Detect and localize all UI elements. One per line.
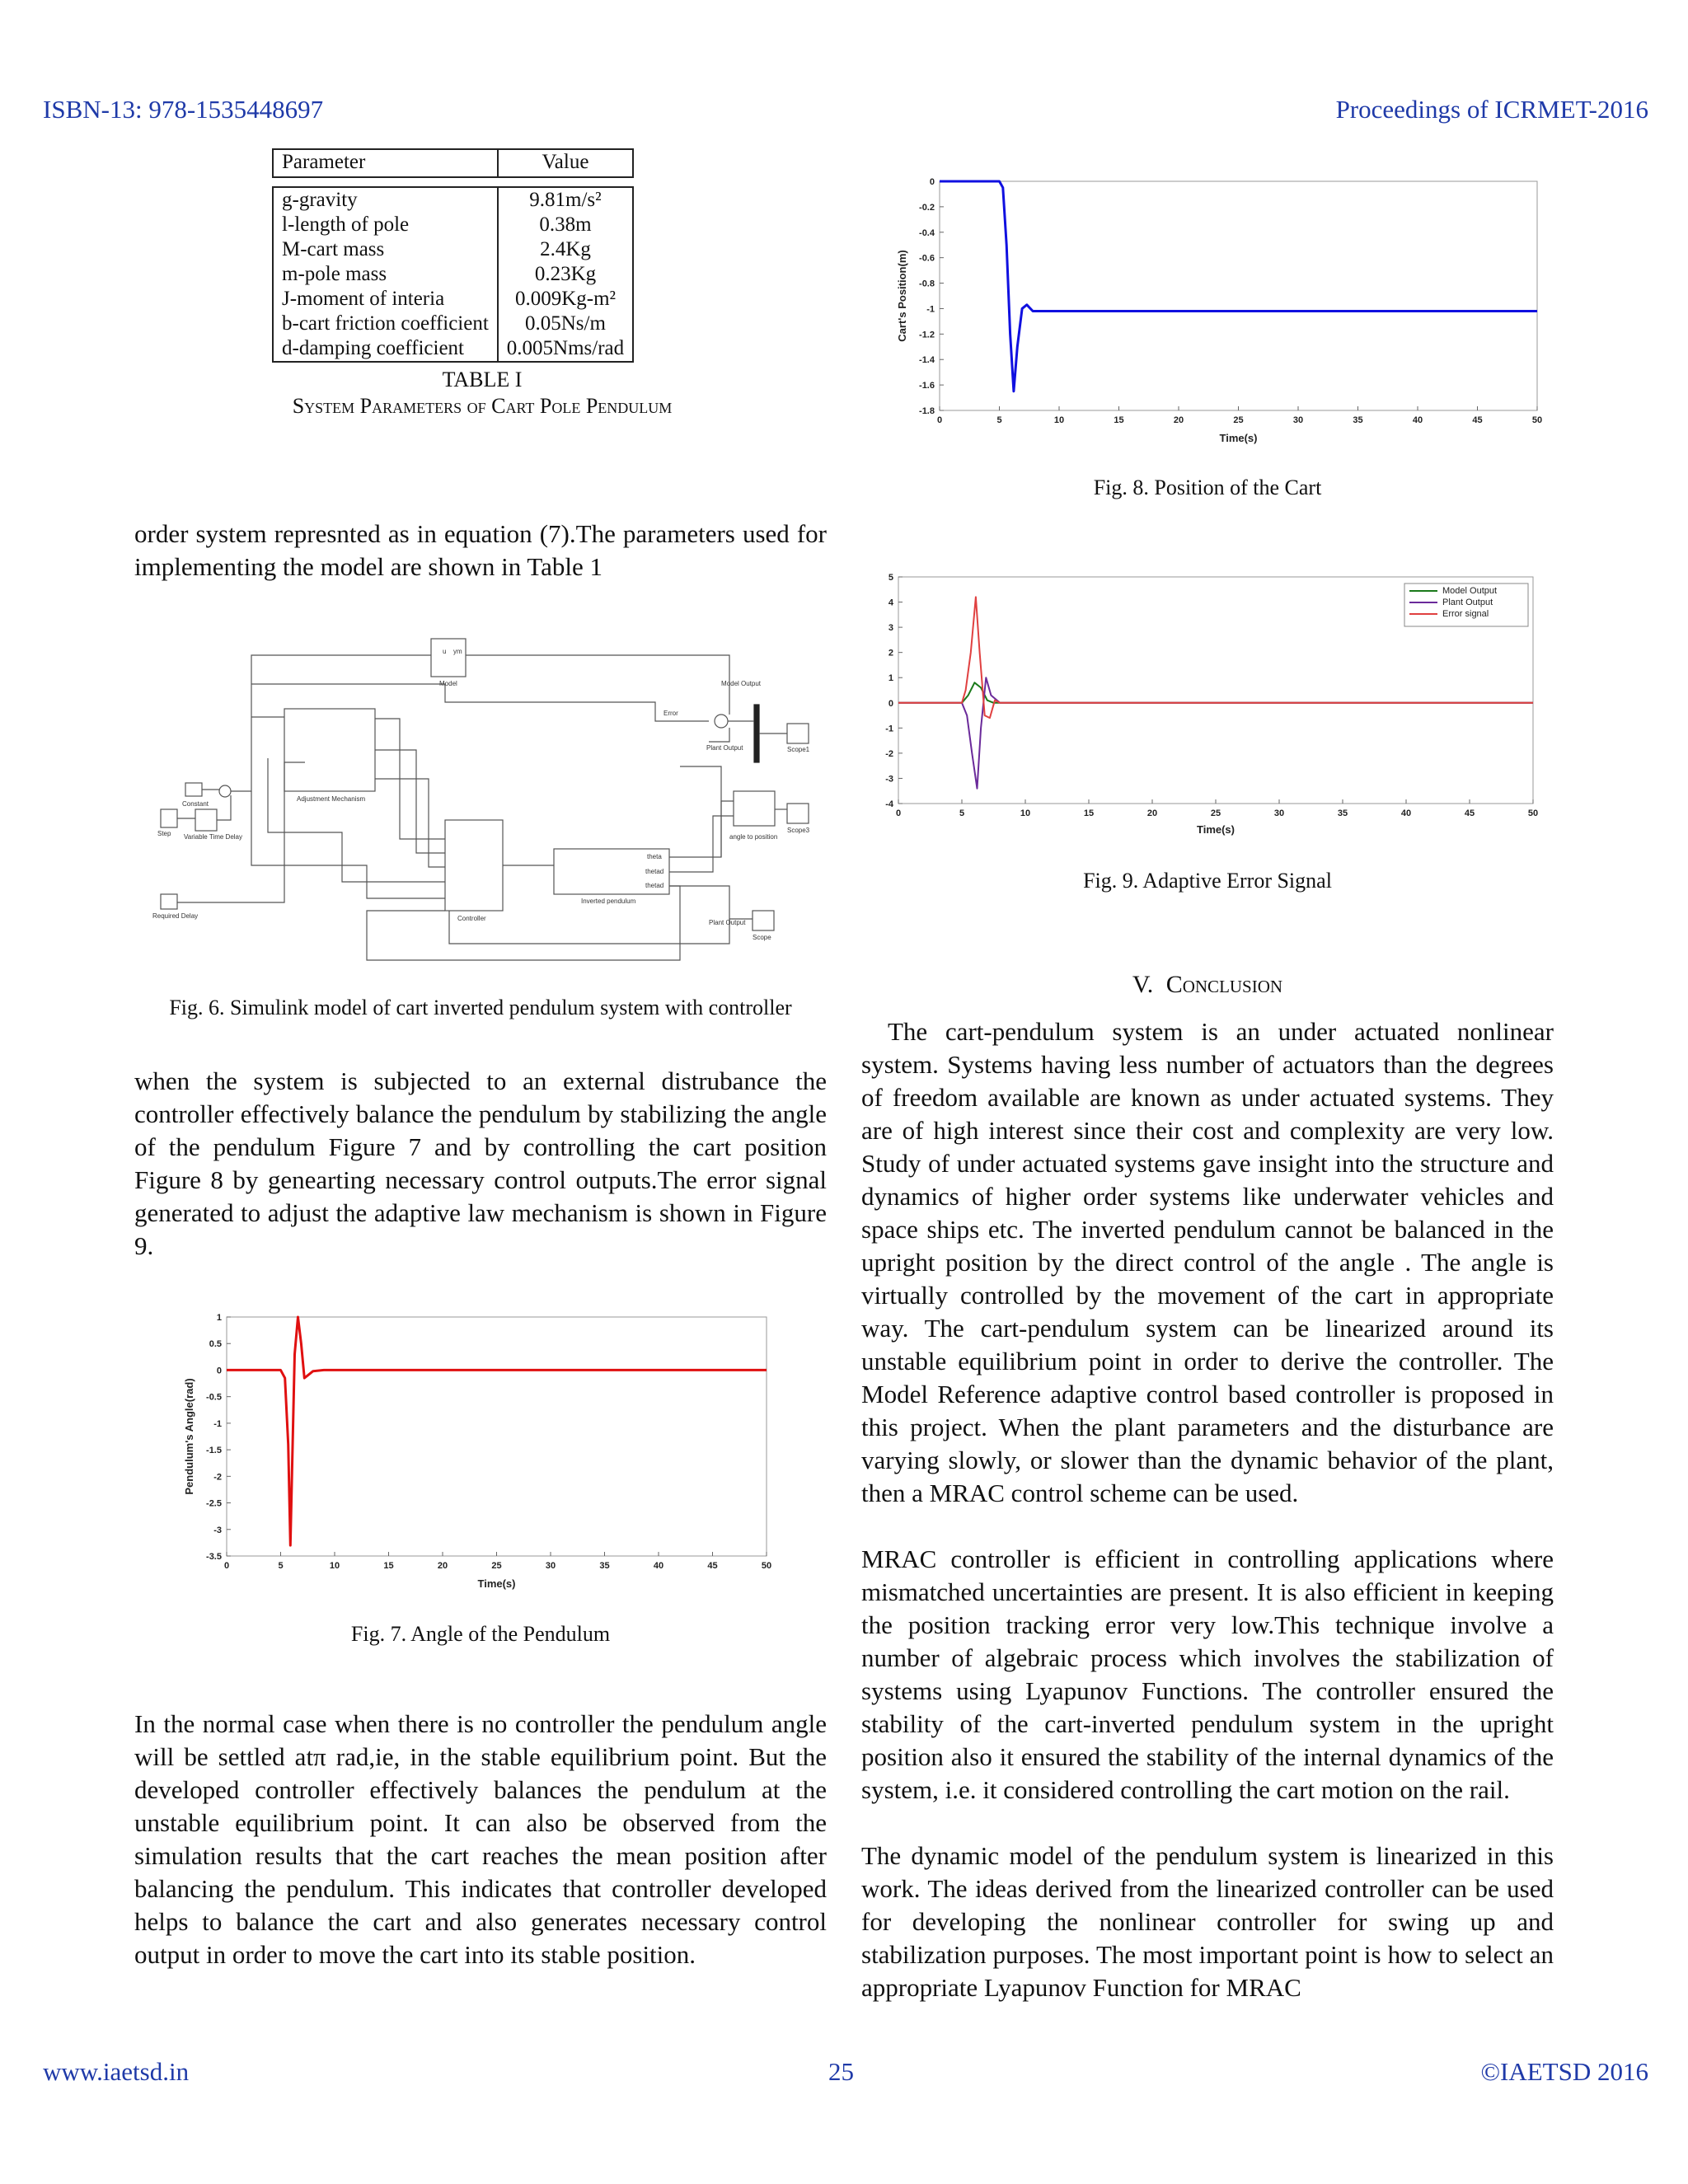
step-block bbox=[161, 809, 177, 827]
x-tick-label: 0 bbox=[895, 808, 902, 818]
sum-junction-2 bbox=[715, 715, 728, 728]
table-row bbox=[273, 312, 633, 336]
fig9-caption: Fig. 9. Adaptive Error Signal bbox=[1083, 869, 1332, 893]
x-tick-label: 35 bbox=[1337, 808, 1348, 818]
y-tick-label: -1.2 bbox=[919, 330, 935, 340]
param-cell: l-length of pole bbox=[273, 213, 498, 237]
y-tick-label: 0 bbox=[929, 177, 935, 187]
adjustment-label: Adjustment Mechanism bbox=[297, 795, 366, 803]
scope1-label: Scope1 bbox=[787, 746, 810, 753]
col-header-value: Value bbox=[498, 149, 633, 177]
table-1 bbox=[272, 148, 634, 363]
x-tick-label: 10 bbox=[1053, 415, 1065, 425]
x-axis-label: Time(s) bbox=[477, 1577, 516, 1590]
x-tick-label: 0 bbox=[223, 1561, 230, 1571]
table-row bbox=[273, 187, 633, 213]
x-tick-label: 15 bbox=[1083, 808, 1095, 818]
value-cell: 0.05Ns/m bbox=[498, 312, 633, 336]
fig7-caption: Fig. 7. Angle of the Pendulum bbox=[350, 1622, 611, 1646]
param-cell: m-pole mass bbox=[273, 262, 498, 287]
y-tick-label: -0.5 bbox=[206, 1392, 222, 1403]
x-tick-label: 40 bbox=[1400, 808, 1412, 818]
x-tick-label: 20 bbox=[1173, 415, 1184, 425]
y-tick-label: 1 bbox=[216, 1313, 222, 1323]
x-axis-label: Time(s) bbox=[1197, 823, 1235, 836]
table-row bbox=[273, 213, 633, 237]
plant-output-label: Plant Output bbox=[706, 744, 743, 752]
y-tick-label: 2 bbox=[888, 648, 893, 658]
adjustment-mechanism-block bbox=[284, 709, 375, 791]
y-tick-label: 1 bbox=[888, 673, 893, 684]
fig6-caption: Fig. 6. Simulink model of cart inverted pendulum system with controller bbox=[169, 996, 792, 1019]
section-number: V. bbox=[1132, 971, 1154, 998]
y-tick-label: -3 bbox=[885, 774, 893, 785]
right-paragraph-3: The dynamic model of the pendulum system is linearized in this work. The ideas derived from the linearized controller can be used for developing the nonlinear controller for swing up and stabilization purposes. The most important point is how to select an appropriate Lyapunov Function for MRAC bbox=[861, 1841, 1554, 2002]
fig8-chart bbox=[894, 165, 1545, 449]
required-delay-block bbox=[161, 894, 177, 909]
parameters-table bbox=[272, 148, 634, 363]
legend-label: Error signal bbox=[1442, 609, 1489, 619]
scope-label: Scope bbox=[753, 934, 771, 941]
y-tick-label: -3.5 bbox=[206, 1552, 222, 1562]
x-tick-label: 10 bbox=[1020, 808, 1031, 818]
controller-label: Controller bbox=[457, 915, 486, 922]
footer-page-number: 25 bbox=[828, 2057, 854, 2086]
scope3-block bbox=[787, 804, 809, 823]
footer-copyright: ©IAETSD 2016 bbox=[1480, 2057, 1648, 2086]
required-delay-label: Required Delay bbox=[152, 912, 199, 920]
left-paragraph-3: In the normal case when there is no controller the pendulum angle will be settled atπ rad,ie, in the stable equilibrium point. But the developed controller effectively balances the pendulum at the unstable equilibrium point. It can also be observed from the simulation results that the cart reaches the mean position after balancing the pendulum. This indicates that controller developed helps to balance the cart and also generates necessary control output in order to move the cart into its stable position. bbox=[134, 1709, 827, 1969]
x-tick-label: 35 bbox=[599, 1561, 610, 1571]
y-tick-label: 0.5 bbox=[209, 1339, 222, 1350]
param-cell: g-gravity bbox=[273, 187, 498, 213]
y-tick-label: -3 bbox=[213, 1525, 222, 1535]
x-tick-label: 10 bbox=[329, 1561, 340, 1571]
x-tick-label: 45 bbox=[707, 1561, 718, 1571]
fig9-svg bbox=[878, 565, 1545, 837]
y-tick-label: -0.6 bbox=[919, 253, 935, 264]
scope1-block bbox=[787, 724, 809, 743]
param-cell: b-cart friction coefficient bbox=[273, 312, 498, 336]
y-tick-label: 0 bbox=[888, 698, 893, 709]
y-tick-label: -1.4 bbox=[919, 355, 935, 366]
fig8-svg bbox=[894, 165, 1545, 445]
y-axis-label: Cart's Position(m) bbox=[896, 250, 908, 342]
x-tick-label: 25 bbox=[1210, 808, 1221, 818]
y-tick-label: -1 bbox=[213, 1418, 222, 1429]
variable-delay-block bbox=[195, 809, 217, 831]
table-row bbox=[273, 336, 633, 362]
fig7-chart bbox=[181, 1310, 775, 1595]
y-tick-label: -1.6 bbox=[919, 381, 935, 391]
x-tick-label: 15 bbox=[1114, 415, 1124, 425]
table-row bbox=[273, 262, 633, 287]
footer-website: www.iaetsd.in bbox=[43, 2057, 190, 2086]
x-tick-label: 45 bbox=[1464, 808, 1475, 818]
value-cell: 0.38m bbox=[498, 213, 633, 237]
left-paragraph-1: order system represnted as in equation (7).The parameters used for implementing the model are shown in Table 1 bbox=[134, 519, 827, 581]
x-tick-label: 50 bbox=[1531, 415, 1543, 425]
fig9-chart bbox=[878, 565, 1545, 841]
thetadot-port: thetad bbox=[645, 882, 664, 889]
legend-label: Model Output bbox=[1442, 586, 1498, 596]
value-cell: 0.005Nms/rad bbox=[498, 336, 633, 362]
x-tick-label: 0 bbox=[936, 415, 943, 425]
y-tick-label: -1.5 bbox=[206, 1446, 222, 1456]
right-paragraph-1: The cart-pendulum system is an under actuated nonlinear system. Systems having less number of actuators than the degrees of freedom available are known as under actuated systems. They are of high interest since their cost and complexity are very low. Study of under actuated systems gave insight into the structure and dynamics of higher order systems like underwater vehicles and space ships etc. The inverted pendulum cannot be balanced in the upright position by the direct control of the angle . The angle is virtually controlled by the movement of the cart in appropriate way. The cart-pendulum system can be linearized around its unstable equilibrium point in order to derive the controller. The Model Reference adaptive control based controller is proposed in this project. When the plant parameters and the disturbance are varying slowly, or slower than the dynamic behavior of the plant, then a MRAC control scheme can be used. bbox=[861, 1017, 1554, 1507]
fig7-svg bbox=[181, 1310, 775, 1591]
x-tick-label: 5 bbox=[996, 415, 1002, 425]
model-output-label: Model Output bbox=[721, 680, 762, 687]
x-tick-label: 30 bbox=[1292, 415, 1304, 425]
y-tick-label: 3 bbox=[888, 623, 893, 634]
header-proceedings: Proceedings of ICRMET-2016 bbox=[1335, 95, 1648, 124]
fig6-simulink-diagram bbox=[152, 626, 812, 968]
param-cell: M-cart mass bbox=[273, 237, 498, 262]
delay-label: Variable Time Delay bbox=[184, 833, 242, 841]
angle-to-position-label: angle to position bbox=[729, 833, 778, 841]
scope-block bbox=[753, 911, 774, 930]
left-paragraph-2: when the system is subjected to an external distrubance the controller effectively balance the pendulum by stabilizing the angle of the pendulum Figure 7 and by controlling the cart position Figure 8 by genearting necessary control outputs.The error signal generated to adjust the adaptive law mechanism is shown in Figure 9. bbox=[134, 1066, 827, 1260]
y-axis-label: Pendulum's Angle(rad) bbox=[183, 1378, 195, 1495]
y-tick-label: -0.2 bbox=[919, 202, 935, 213]
y-tick-label: -1 bbox=[926, 304, 935, 315]
simulink-svg bbox=[152, 626, 812, 964]
section-heading bbox=[861, 971, 1554, 999]
x-tick-label: 25 bbox=[491, 1561, 502, 1571]
x-tick-label: 35 bbox=[1353, 415, 1363, 425]
plot-area bbox=[227, 1317, 767, 1556]
param-cell: J-moment of interia bbox=[273, 287, 498, 312]
y-tick-label: -2 bbox=[885, 748, 893, 759]
x-tick-label: 50 bbox=[761, 1561, 772, 1571]
step-label: Step bbox=[157, 830, 171, 837]
table-row bbox=[273, 237, 633, 262]
x-tick-label: 15 bbox=[383, 1561, 394, 1571]
value-cell: 0.23Kg bbox=[498, 262, 633, 287]
y-tick-label: 4 bbox=[888, 598, 893, 608]
model-block bbox=[431, 639, 466, 677]
thetad-port: thetad bbox=[645, 868, 664, 875]
x-axis-label: Time(s) bbox=[1219, 432, 1258, 444]
y-tick-label: 0 bbox=[216, 1366, 222, 1376]
x-tick-label: 50 bbox=[1527, 808, 1539, 818]
error-label: Error bbox=[663, 710, 678, 717]
model-u-port: u bbox=[443, 648, 447, 655]
table-row bbox=[273, 287, 633, 312]
x-tick-label: 20 bbox=[437, 1561, 448, 1571]
model-label: Model bbox=[439, 680, 457, 687]
mux-bar bbox=[754, 705, 759, 762]
value-cell: 0.009Kg-m² bbox=[498, 287, 633, 312]
y-tick-label: -1.8 bbox=[919, 406, 935, 416]
plant-output2-label: Plant Output bbox=[709, 919, 746, 926]
x-tick-label: 5 bbox=[959, 808, 965, 818]
x-tick-label: 30 bbox=[545, 1561, 556, 1571]
legend-label: Plant Output bbox=[1442, 598, 1493, 607]
scope3-label: Scope3 bbox=[787, 827, 810, 834]
y-tick-label: -2.5 bbox=[206, 1498, 222, 1509]
x-tick-label: 40 bbox=[1412, 415, 1423, 425]
header-isbn: ISBN-13: 978-1535448697 bbox=[43, 95, 324, 124]
sum-junction-1 bbox=[219, 785, 231, 797]
pendulum-label: Inverted pendulum bbox=[581, 898, 636, 905]
constant-label: Constant bbox=[182, 800, 209, 808]
y-tick-label: -0.8 bbox=[919, 279, 935, 289]
y-tick-label: -2 bbox=[213, 1472, 222, 1483]
x-tick-label: 45 bbox=[1472, 415, 1483, 425]
model-ym-port: ym bbox=[453, 648, 462, 655]
table-label: TABLE I bbox=[442, 368, 523, 391]
value-cell: 9.81m/s² bbox=[498, 187, 633, 213]
col-header-parameter: Parameter bbox=[273, 149, 498, 177]
y-tick-label: -0.4 bbox=[919, 227, 935, 238]
y-tick-label: 5 bbox=[888, 573, 893, 583]
x-tick-label: 5 bbox=[278, 1561, 284, 1571]
fig8-caption: Fig. 8. Position of the Cart bbox=[1093, 476, 1322, 499]
x-tick-label: 25 bbox=[1233, 415, 1244, 425]
right-paragraph-2: MRAC controller is efficient in controlling applications where mismatched uncertainties are present. It is also efficient in keeping the position tracking error very low.This technique involve a number of algebraic process which involves the stabilization of systems using Lyapunov Functions. The controller ensured the stability of the cart-inverted pendulum system in the upright position also it ensured the stability of the internal dynamics of the system, i.e. it considered controlling the cart motion on the rail. bbox=[861, 1544, 1554, 1804]
param-cell: d-damping coefficient bbox=[273, 336, 498, 362]
angle-to-position-block bbox=[734, 791, 775, 826]
value-cell: 2.4Kg bbox=[498, 237, 633, 262]
x-tick-label: 20 bbox=[1146, 808, 1158, 818]
constant-block bbox=[185, 783, 202, 796]
plot-area bbox=[940, 181, 1537, 410]
x-tick-label: 30 bbox=[1273, 808, 1285, 818]
controller-block bbox=[445, 820, 503, 911]
x-tick-label: 40 bbox=[653, 1561, 664, 1571]
y-tick-label: -1 bbox=[885, 724, 893, 734]
section-title: Conclusion bbox=[1165, 971, 1283, 998]
y-tick-label: -4 bbox=[885, 799, 893, 809]
theta-port: theta bbox=[647, 853, 662, 860]
table-title: System Parameters of Cart Pole Pendulum bbox=[292, 394, 673, 418]
